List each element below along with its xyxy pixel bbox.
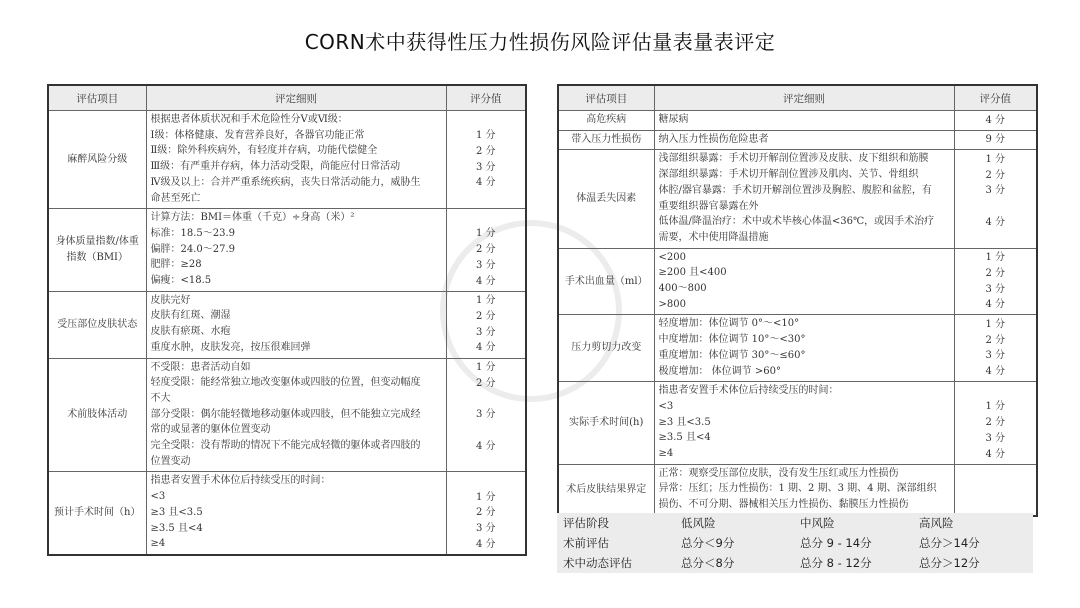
summary-stage: 术中动态评估 <box>563 556 632 570</box>
detail-line: 浅部组织暴露：手术切开解剖位置涉及皮肤、皮下组织和筋膜 <box>658 153 929 165</box>
summary-row <box>557 553 1033 573</box>
assessment-item: 身体质量指数/体重指数（BMI） <box>48 209 146 292</box>
detail-line: 偏瘦：<18.5 <box>150 275 212 287</box>
summary-high: 总分＞12分 <box>919 556 980 570</box>
detail-line: 位置变动 <box>150 455 191 467</box>
right-assessment-table <box>557 84 1038 517</box>
summary-header-high: 高风险 <box>919 516 954 530</box>
assessment-item: 术后皮肤结果界定 <box>558 464 654 516</box>
score-value: 2 分 <box>475 244 496 256</box>
header-detail: 评定细则 <box>654 85 954 111</box>
table-row <box>558 130 1037 150</box>
score-value: 1 分 <box>475 362 496 374</box>
score-value: 3 分 <box>475 523 496 535</box>
score-value <box>955 384 1037 400</box>
score-value <box>447 191 526 207</box>
detail-line: 皮肤有红斑、潮湿 <box>150 310 231 322</box>
detail-line: 指患者安置手术体位后持续受压的时间： <box>150 475 331 487</box>
assessment-detail <box>654 464 954 516</box>
detail-line: 异常：压红；压力性损伤：1 期、2 期、3 期、4 期、深部组织 <box>658 483 937 495</box>
table-row <box>48 291 526 358</box>
detail-line: 极度增加： 体位调节 >60° <box>658 365 781 377</box>
score-value: 1 分 <box>985 153 1006 165</box>
score-value: 3 分 <box>985 432 1006 444</box>
assessment-detail <box>654 248 954 315</box>
summary-header-row <box>557 513 1033 533</box>
score-value <box>955 482 1037 498</box>
score-value: 1 分 <box>985 401 1006 413</box>
header-score: 评分值 <box>954 85 1037 111</box>
page-title: CORN术中获得性压力性损伤风险评估量表量表评定 <box>304 30 776 54</box>
detail-line: ≥3 且<3.5 <box>150 506 203 518</box>
detail-line: <3 <box>658 400 674 412</box>
score-value: 2 分 <box>985 267 1006 279</box>
detail-line: ≥3.5 且<4 <box>150 522 203 534</box>
detail-line: <3 <box>150 491 166 503</box>
table-row <box>558 382 1037 465</box>
assessment-score <box>446 111 526 209</box>
table-row <box>48 209 526 292</box>
score-value: 2 分 <box>985 169 1006 181</box>
score-value <box>955 466 1037 482</box>
assessment-item: 体温丢失因素 <box>558 150 654 248</box>
detail-line: ≥3.5 且<4 <box>658 432 711 444</box>
score-value <box>447 454 526 470</box>
score-value: 2 分 <box>985 334 1006 346</box>
score-value: 2 分 <box>475 310 496 322</box>
detail-line: ≥4 <box>658 448 674 460</box>
summary-mid: 总分 9 - 14分 <box>800 536 872 550</box>
summary-row <box>557 533 1033 553</box>
summary-low: 总分＜8分 <box>681 556 735 570</box>
detail-line: 需要，术中使用降温措施 <box>658 231 769 243</box>
assessment-item: 受压部位皮肤状态 <box>48 291 146 358</box>
assessment-detail <box>146 358 446 472</box>
detail-line: 命甚至死亡 <box>150 192 201 204</box>
score-value: 2 分 <box>475 507 496 519</box>
assessment-score <box>446 358 526 472</box>
detail-line: ≥4 <box>150 538 166 550</box>
score-value <box>955 230 1037 246</box>
detail-line: Ⅳ级及以上：合并严重系统疾病，丧失日常活动能力，威胁生 <box>150 176 421 188</box>
score-value: 4 分 <box>985 299 1006 311</box>
score-value <box>955 199 1037 215</box>
detail-line: 纳入压力性损伤危险患者 <box>658 133 769 145</box>
detail-line: 正常：观察受压部位皮肤，没有发生压红或压力性损伤 <box>658 467 899 479</box>
score-value: 1 分 <box>475 295 496 307</box>
assessment-score <box>954 382 1037 465</box>
score-value: 1 分 <box>985 252 1006 264</box>
detail-line: 损伤、不可分期、器械相关压力性损伤、黏膜压力性损伤 <box>658 499 909 511</box>
assessment-detail <box>146 291 446 358</box>
table-row <box>48 111 526 209</box>
assessment-score <box>446 209 526 292</box>
assessment-item: 带入压力性损伤 <box>558 130 654 150</box>
detail-line: 常的或显著的躯体位置变动 <box>150 424 271 436</box>
score-value <box>447 113 526 129</box>
detail-line: 指患者安置手术体位后持续受压的时间： <box>658 385 839 397</box>
table-row <box>48 472 526 555</box>
header-item: 评估项目 <box>558 85 654 111</box>
score-value: 3 分 <box>475 259 496 271</box>
score-value: 2 分 <box>475 377 496 389</box>
detail-line: 皮肤有瘀斑、水疱 <box>150 326 231 338</box>
detail-line: 偏胖：24.0～27.9 <box>150 243 236 255</box>
summary-high: 总分＞14分 <box>919 536 980 550</box>
assessment-score <box>446 472 526 555</box>
score-value <box>447 211 526 227</box>
assessment-detail <box>654 382 954 465</box>
assessment-item: 麻醉风险分级 <box>48 111 146 209</box>
assessment-item: 高危疾病 <box>558 111 654 131</box>
detail-line: 体腔/器官暴露：手术切开解剖位置涉及胸腔、腹腔和盆腔，有 <box>658 184 932 196</box>
table-row <box>558 248 1037 315</box>
score-value: 3 分 <box>985 185 1006 197</box>
detail-line: 肥胖：≥28 <box>150 259 202 271</box>
score-value: 3 分 <box>985 350 1006 362</box>
detail-line: 重度增加：体位调节 30°～≤60° <box>658 349 806 361</box>
detail-line: 部分受限：偶尔能轻微地移动躯体或四肢，但不能独立完成经 <box>150 408 421 420</box>
score-value: 4 分 <box>985 448 1006 460</box>
table-row <box>558 150 1037 248</box>
detail-line: 不受限：患者活动自如 <box>150 361 251 373</box>
header-item: 评估项目 <box>48 85 146 111</box>
detail-line: 不大 <box>150 392 171 404</box>
score-value: 1 分 <box>475 130 496 142</box>
detail-line: >800 <box>658 298 686 310</box>
assessment-item: 预计手术时间（h） <box>48 472 146 555</box>
score-value: 4 分 <box>475 342 496 354</box>
detail-line: 完全受限：没有帮助的情况下不能完成轻微的躯体或者四肢的 <box>150 440 421 452</box>
table-row <box>558 315 1037 382</box>
score-value: 4 分 <box>985 216 1006 228</box>
detail-line: 低体温/降温治疗：术中或术毕核心体温<36℃，或因手术治疗 <box>658 216 935 228</box>
score-value: 4 分 <box>475 538 496 550</box>
summary-mid: 总分 8 - 12分 <box>800 556 872 570</box>
detail-line: 计算方法：BMI＝体重（千克）÷身高（米）² <box>150 212 355 224</box>
summary-low: 总分＜9分 <box>681 536 735 550</box>
score-value: 4 分 <box>475 440 496 452</box>
left-assessment-table <box>47 84 527 556</box>
score-value: 9 分 <box>985 134 1006 146</box>
assessment-item: 术前肢体活动 <box>48 358 146 472</box>
detail-line: 标准：18.5～23.9 <box>150 227 236 239</box>
detail-line: Ⅱ级：除外科疾病外，有轻度并存病，功能代偿健全 <box>150 145 378 157</box>
assessment-detail <box>146 111 446 209</box>
assessment-detail <box>654 130 954 150</box>
detail-line: Ⅲ级：有严重并存病，体力活动受限，尚能应付日常活动 <box>150 161 401 173</box>
score-value: 1 分 <box>475 491 496 503</box>
assessment-detail <box>146 472 446 555</box>
assessment-item: 压力剪切力改变 <box>558 315 654 382</box>
summary-header-mid: 中风险 <box>800 516 835 530</box>
detail-line: 400～800 <box>658 283 707 295</box>
assessment-score <box>446 291 526 358</box>
score-value: 2 分 <box>985 417 1006 429</box>
score-value: 3 分 <box>985 283 1006 295</box>
detail-line: 轻度增加：体位调节 0°～<10° <box>658 318 800 330</box>
assessment-score <box>954 130 1037 150</box>
score-value: 4 分 <box>985 366 1006 378</box>
detail-line: 重要组织器官暴露在外 <box>658 200 759 212</box>
score-value: 3 分 <box>475 326 496 338</box>
score-value: 1 分 <box>985 318 1006 330</box>
assessment-score <box>954 464 1037 516</box>
score-value: 4 分 <box>985 114 1006 126</box>
score-value <box>447 474 526 490</box>
detail-line: <200 <box>658 251 686 263</box>
assessment-score <box>954 150 1037 248</box>
summary-header-stage: 评估阶段 <box>563 516 609 530</box>
assessment-detail <box>654 111 954 131</box>
score-value: 3 分 <box>475 409 496 421</box>
risk-summary-table <box>557 513 1033 573</box>
detail-line: 轻度受限：能经常独立地改变躯体或四肢的位置，但变动幅度 <box>150 377 421 389</box>
detail-line: ≥3 且<3.5 <box>658 416 711 428</box>
detail-line: 根据患者体质状况和手术危险性分Ⅴ或Ⅵ级： <box>150 114 348 125</box>
header-detail: 评定细则 <box>146 85 446 111</box>
score-value: 3 分 <box>475 161 496 173</box>
score-value <box>955 498 1037 514</box>
table-row <box>558 111 1037 131</box>
assessment-item: 手术出血量（ml） <box>558 248 654 315</box>
table-row <box>558 464 1037 516</box>
score-value: 1 分 <box>475 228 496 240</box>
assessment-score <box>954 315 1037 382</box>
detail-line: 重度水肿，皮肤发亮，按压很难回弹 <box>150 341 311 353</box>
summary-header-low: 低风险 <box>681 516 716 530</box>
score-value: 4 分 <box>475 275 496 287</box>
detail-line: 糖尿病 <box>658 114 689 125</box>
score-value <box>447 423 526 439</box>
detail-line: Ⅰ级：体格健康、发育营养良好，各器官功能正常 <box>150 129 365 141</box>
assessment-item: 实际手术时间(h) <box>558 382 654 465</box>
score-value: 2 分 <box>475 145 496 157</box>
assessment-detail <box>654 315 954 382</box>
summary-stage: 术前评估 <box>563 536 609 550</box>
detail-line: ≥200 且<400 <box>658 267 727 279</box>
detail-line: 深部组织暴露：手术切开解剖位置涉及肌肉、关节、骨组织 <box>658 169 919 181</box>
assessment-detail <box>654 150 954 248</box>
assessment-score <box>954 111 1037 131</box>
detail-line: 中度增加：体位调节 10°～<30° <box>658 334 806 346</box>
header-score: 评分值 <box>446 85 526 111</box>
assessment-score <box>954 248 1037 315</box>
score-value <box>447 391 526 407</box>
detail-line: 皮肤完好 <box>150 294 191 306</box>
table-row <box>48 358 526 472</box>
score-value: 4 分 <box>475 177 496 189</box>
assessment-detail <box>146 209 446 292</box>
